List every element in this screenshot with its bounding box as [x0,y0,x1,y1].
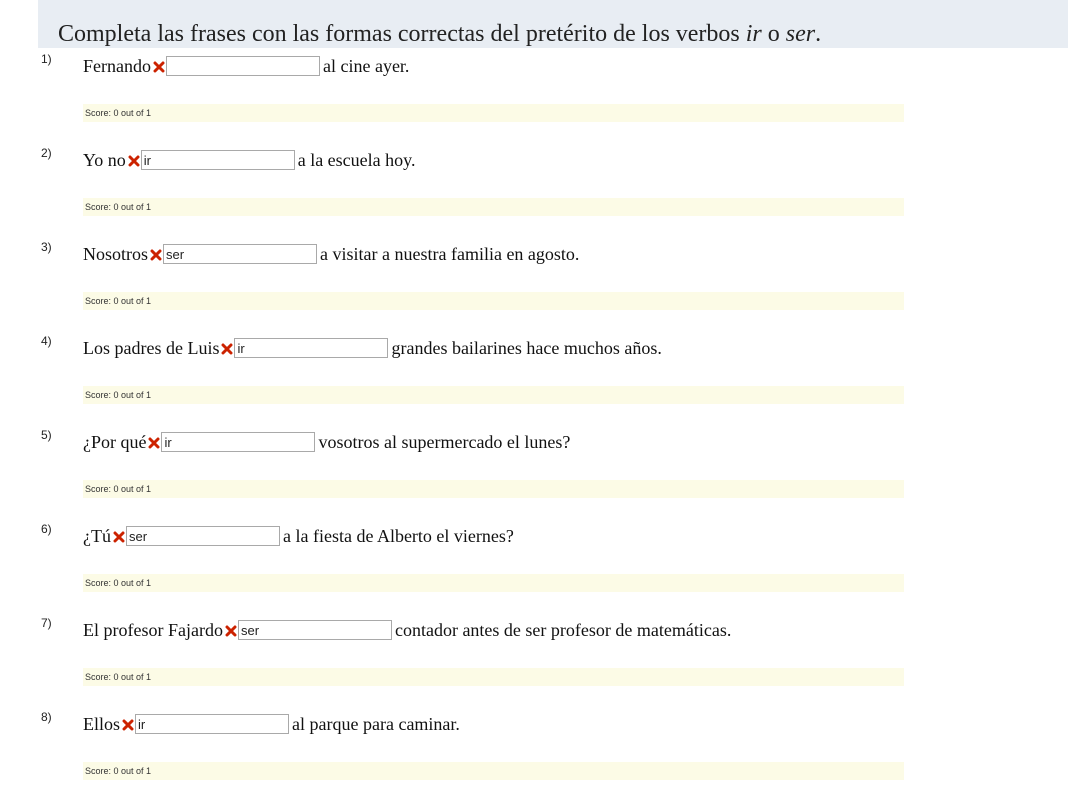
incorrect-x-icon [148,435,160,449]
question-sentence [83,337,662,359]
sentence-end: a visitar a nuestra familia en agosto. [320,243,580,264]
question-number: 6) [41,522,52,536]
sentence-start: Yo no [83,149,126,170]
question-sentence [83,619,731,641]
score-text: Score: 0 out of 1 [83,668,904,686]
question-sentence [83,243,579,265]
question-6 [0,522,1068,616]
sentence-end: al parque para caminar. [292,713,460,734]
question-8 [0,710,1068,804]
question-number: 3) [41,240,52,254]
question-sentence [83,149,415,171]
answer-input[interactable] [163,244,317,264]
instructions-title [58,22,821,46]
sentence-end: grandes bailarines hace muchos años. [391,337,662,358]
sentence-start: Ellos [83,713,121,734]
score-text: Score: 0 out of 1 [83,574,904,592]
question-sentence [83,713,460,735]
question-number: 7) [41,616,52,630]
sentence-end: a la escuela hoy. [297,149,416,170]
incorrect-x-icon [153,59,165,73]
incorrect-x-icon [122,717,134,731]
score-text: Score: 0 out of 1 [83,762,904,780]
answer-input[interactable] [161,432,315,452]
sentence-end: vosotros al supermercado el lunes? [318,431,571,452]
answer-input[interactable] [238,620,392,640]
question-sentence [83,525,514,547]
question-number: 8) [41,710,52,724]
incorrect-x-icon [221,341,233,355]
score-text: Score: 0 out of 1 [83,198,904,216]
sentence-end: a la fiesta de Alberto el viernes? [282,525,514,546]
sentence-start: ¿Por qué [83,431,147,452]
answer-input[interactable] [166,56,320,76]
sentence-start: Nosotros [83,243,149,264]
question-number: 4) [41,334,52,348]
score-text: Score: 0 out of 1 [83,104,904,122]
question-number: 1) [41,52,52,66]
question-7 [0,616,1068,710]
title-verb-ir: ir [745,21,762,47]
incorrect-x-icon [113,529,125,543]
title-text: Completa las frases con las formas correctas del pretérito de los verbos [58,21,746,47]
score-text: Score: 0 out of 1 [83,480,904,498]
answer-input[interactable] [135,714,289,734]
score-text: Score: 0 out of 1 [83,386,904,404]
question-1 [0,52,1068,146]
incorrect-x-icon [225,623,237,637]
question-5 [0,428,1068,522]
incorrect-x-icon [150,247,162,261]
question-2 [0,146,1068,240]
answer-input[interactable] [141,150,295,170]
title-verb-ser: ser [785,21,816,47]
question-number: 5) [41,428,52,442]
title-period: . [815,21,822,47]
title-conjunction: o [761,21,786,47]
instructions-header [38,0,1068,48]
sentence-end: al cine ayer. [322,55,410,76]
question-sentence [83,55,409,77]
incorrect-x-icon [128,153,140,167]
score-text: Score: 0 out of 1 [83,292,904,310]
question-sentence [83,431,570,453]
question-4 [0,334,1068,428]
sentence-start: Los padres de Luis [83,337,220,358]
sentence-start: ¿Tú [83,525,111,546]
sentence-start: Fernando [83,55,151,76]
sentence-start: El profesor Fajardo [83,619,223,640]
question-number: 2) [41,146,52,160]
answer-input[interactable] [234,338,388,358]
answer-input[interactable] [126,526,280,546]
question-3 [0,240,1068,334]
sentence-end: contador antes de ser profesor de matemáticas. [394,619,732,640]
